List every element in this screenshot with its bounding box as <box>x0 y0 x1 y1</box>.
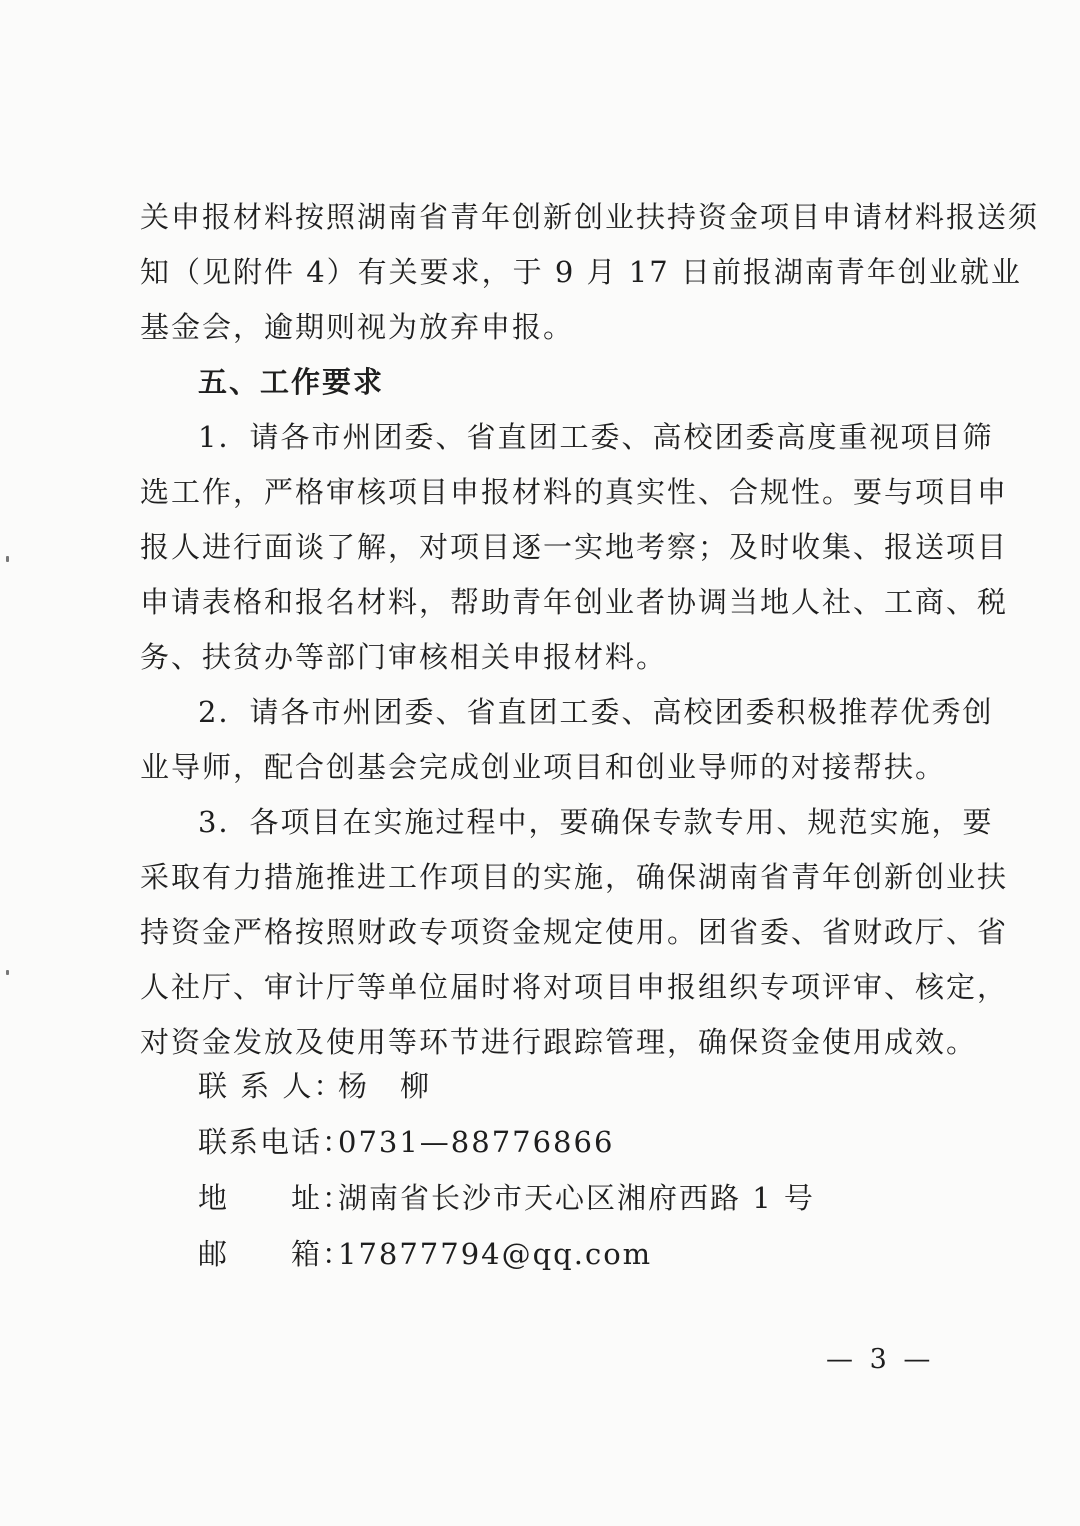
paragraph-line: 报人进行面谈了解，对项目逐一实地考察；及时收集、报送项目 <box>140 530 1009 564</box>
contact-block <box>198 1058 898 1282</box>
contact-email-value: 17877794@qq.com <box>338 1237 653 1271</box>
contact-person-label: 联 系 人： <box>198 1069 345 1103</box>
paragraph-line: 人社厅、审计厅等单位届时将对项目申报组织专项评审、核定， <box>140 970 1009 1004</box>
contact-address-label: 地 址： <box>198 1181 354 1215</box>
page-number: — 3 — <box>826 1344 935 1375</box>
paragraph-line: 申请表格和报名材料，帮助青年创业者协调当地人社、工商、税 <box>140 585 1009 619</box>
scan-mark-bottom <box>6 970 9 975</box>
contact-address-row <box>198 1170 898 1226</box>
paragraph-line: 务、扶贫办等部门审核相关申报材料。 <box>140 640 668 674</box>
scan-mark-top <box>6 556 9 562</box>
body-text <box>140 190 1040 1070</box>
contact-person-value: 杨 柳 <box>338 1069 432 1103</box>
contact-email-label: 邮 箱： <box>198 1237 354 1271</box>
paragraph-line: 关申报材料按照湖南省青年创新创业扶持资金项目申请材料报送须 <box>140 200 1040 234</box>
paragraph-line: 业导师，配合创基会完成创业项目和创业导师的对接帮扶。 <box>140 750 947 784</box>
paragraph-line: 1．请各市州团委、省直团工委、高校团委高度重视项目筛 <box>198 420 994 454</box>
section-heading: 五、工作要求 <box>198 365 385 399</box>
contact-phone-value: 0731—88776866 <box>338 1125 615 1159</box>
paragraph-line: 知（见附件 4）有关要求，于 9 月 17 日前报湖南青年创业就业 <box>140 255 1022 289</box>
paragraph-line: 基金会，逾期则视为放弃申报。 <box>140 310 575 344</box>
contact-phone-label: 联系电话： <box>198 1125 354 1159</box>
paragraph-line: 3．各项目在实施过程中，要确保专款专用、规范实施，要 <box>198 805 994 839</box>
paragraph-line: 采取有力措施推进工作项目的实施，确保湖南省青年创新创业扶 <box>140 860 1009 894</box>
paragraph-line: 对资金发放及使用等环节进行跟踪管理，确保资金使用成效。 <box>140 1025 978 1059</box>
contact-email-row <box>198 1226 898 1282</box>
contact-phone-row <box>198 1114 898 1170</box>
paragraph-line: 选工作，严格审核项目申报材料的真实性、合规性。要与项目申 <box>140 475 1009 509</box>
paragraph-line: 持资金严格按照财政专项资金规定使用。团省委、省财政厅、省 <box>140 915 1009 949</box>
contact-person-row <box>198 1058 898 1114</box>
paragraph-line: 2．请各市州团委、省直团工委、高校团委积极推荐优秀创 <box>198 695 994 729</box>
contact-address-value: 湖南省长沙市天心区湘府西路 1 号 <box>338 1181 815 1215</box>
